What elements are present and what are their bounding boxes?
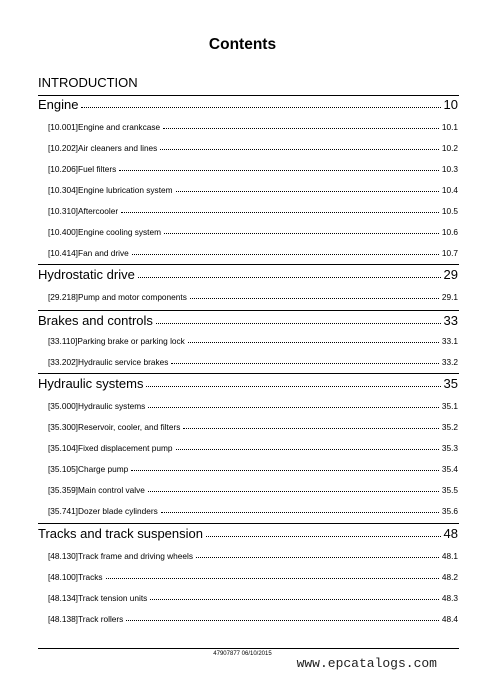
dot-leader: [176, 449, 439, 450]
section-page-number: 48: [443, 526, 458, 541]
dot-leader: [160, 149, 439, 150]
subsection-page-number: 33.1: [441, 336, 458, 346]
page-title: Contents: [208, 36, 277, 53]
subsection-page-number: 35.2: [441, 422, 458, 432]
subsection-title: Track tension units: [78, 593, 148, 603]
toc-subsection-entry[interactable]: [48, 248, 458, 258]
subsection-page-number: 35.3: [441, 443, 458, 453]
dot-leader: [121, 212, 439, 213]
watermark: www.epcatalogs.com: [296, 656, 437, 671]
toc-section-entry[interactable]: [38, 267, 458, 282]
subsection-code: [48.134]: [48, 593, 78, 603]
toc-subsection-entry[interactable]: [48, 227, 458, 237]
subsection-code: [10.414]: [48, 248, 78, 258]
section-divider: [38, 523, 459, 524]
subsection-title: Fixed displacement pump: [78, 443, 173, 453]
subsection-title: Dozer blade cylinders: [78, 506, 158, 516]
subsection-title: Engine cooling system: [78, 227, 162, 237]
subsection-page-number: 10.4: [441, 185, 458, 195]
subsection-page-number: 10.2: [441, 143, 458, 153]
toc-subsection-entry[interactable]: [48, 185, 458, 195]
dot-leader: [164, 233, 439, 234]
subsection-code: [10.202]: [48, 143, 78, 153]
dot-leader: [131, 470, 439, 471]
subsection-title: Hydraulic systems: [78, 401, 146, 411]
subsection-title: Main control valve: [78, 485, 145, 495]
subsection-page-number: 33.2: [441, 357, 458, 367]
subsection-title: Engine and crankcase: [78, 122, 161, 132]
toc-subsection-entry[interactable]: [48, 292, 458, 302]
toc-subsection-entry[interactable]: [48, 357, 458, 367]
subsection-title: Fan and drive: [78, 248, 129, 258]
toc-section-entry[interactable]: [38, 526, 458, 541]
dot-leader: [148, 407, 439, 408]
dot-leader: [161, 512, 439, 513]
dot-leader: [146, 386, 440, 387]
subsection-page-number: 48.4: [441, 614, 458, 624]
subsection-code: [35.359]: [48, 485, 78, 495]
section-title: Brakes and controls: [38, 313, 153, 328]
subsection-title: Pump and motor components: [78, 292, 187, 302]
subsection-code: [35.105]: [48, 464, 78, 474]
subsection-code: [33.110]: [48, 336, 78, 346]
subsection-page-number: 10.3: [441, 164, 458, 174]
section-divider: [38, 373, 459, 374]
subsection-page-number: 10.5: [441, 206, 458, 216]
toc-subsection-entry[interactable]: [48, 614, 458, 624]
subsection-title: Tracks: [78, 572, 103, 582]
toc-subsection-entry[interactable]: [48, 551, 458, 561]
subsection-code: [48.100]: [48, 572, 78, 582]
subsection-page-number: 35.4: [441, 464, 458, 474]
section-title: Hydrostatic drive: [38, 267, 135, 282]
subsection-code: [10.001]: [48, 122, 78, 132]
subsection-code: [35.000]: [48, 401, 78, 411]
toc-subsection-entry[interactable]: [48, 422, 458, 432]
subsection-code: [10.206]: [48, 164, 78, 174]
section-divider: [38, 95, 459, 96]
toc-subsection-entry[interactable]: [48, 593, 458, 603]
dot-leader: [126, 620, 439, 621]
toc-section-entry[interactable]: [38, 313, 458, 328]
dot-leader: [81, 107, 440, 108]
dot-leader: [132, 254, 439, 255]
dot-leader: [188, 342, 439, 343]
section-title: Tracks and track suspension: [38, 526, 203, 541]
subsection-page-number: 35.5: [441, 485, 458, 495]
subsection-title: Hydraulic service brakes: [78, 357, 169, 367]
subsection-code: [35.104]: [48, 443, 78, 453]
toc-subsection-entry[interactable]: [48, 572, 458, 582]
section-page-number: 10: [443, 97, 458, 112]
subsection-code: [10.304]: [48, 185, 78, 195]
subsection-code: [29.218]: [48, 292, 78, 302]
dot-leader: [150, 599, 439, 600]
dot-leader: [156, 323, 441, 324]
subsection-page-number: 48.1: [441, 551, 458, 561]
subsection-code: [48.130]: [48, 551, 78, 561]
subsection-title: Charge pump: [78, 464, 129, 474]
toc-section-entry[interactable]: [38, 97, 458, 112]
toc-subsection-entry[interactable]: [48, 164, 458, 174]
footer-divider: [38, 648, 459, 649]
subsection-page-number: 35.6: [441, 506, 458, 516]
section-title: Hydraulic systems: [38, 376, 144, 391]
toc-subsection-entry[interactable]: [48, 485, 458, 495]
subsection-code: [33.202]: [48, 357, 78, 367]
toc-subsection-entry[interactable]: [48, 401, 458, 411]
section-page-number: 29: [443, 267, 458, 282]
subsection-title: Reservoir, cooler, and filters: [78, 422, 181, 432]
subsection-page-number: 10.7: [441, 248, 458, 258]
section-divider: [38, 310, 459, 311]
toc-subsection-entry[interactable]: [48, 506, 458, 516]
subsection-title: Aftercooler: [78, 206, 119, 216]
dot-leader: [119, 170, 439, 171]
subsection-page-number: 10.1: [441, 122, 458, 132]
section-page-number: 35: [443, 376, 458, 391]
footer-document-code: 47907877 06/10/2015: [213, 651, 272, 657]
toc-section-entry[interactable]: [38, 376, 458, 391]
subsection-code: [48.138]: [48, 614, 78, 624]
section-page-number: 33: [443, 313, 458, 328]
toc-subsection-entry[interactable]: [48, 336, 458, 346]
toc-subsection-entry[interactable]: [48, 464, 458, 474]
dot-leader: [196, 557, 439, 558]
subsection-code: [10.310]: [48, 206, 78, 216]
toc-subsection-entry[interactable]: [48, 122, 458, 132]
section-divider: [38, 264, 459, 265]
subsection-title: Fuel filters: [78, 164, 117, 174]
subsection-code: [35.300]: [48, 422, 78, 432]
subsection-page-number: 35.1: [441, 401, 458, 411]
subsection-code: [35.741]: [48, 506, 78, 516]
subsection-page-number: 48.3: [441, 593, 458, 603]
subsection-code: [10.400]: [48, 227, 78, 237]
subsection-title: Track frame and driving wheels: [78, 551, 193, 561]
toc-subsection-entry[interactable]: [48, 443, 458, 453]
introduction-heading[interactable]: INTRODUCTION: [38, 75, 138, 90]
subsection-title: Engine lubrication system: [78, 185, 173, 195]
dot-leader: [138, 277, 441, 278]
subsection-page-number: 29.1: [441, 292, 458, 302]
subsection-title: Track rollers: [78, 614, 124, 624]
section-title: Engine: [38, 97, 79, 112]
dot-leader: [106, 578, 439, 579]
subsection-page-number: 10.6: [441, 227, 458, 237]
dot-leader: [183, 428, 438, 429]
dot-leader: [171, 363, 438, 364]
dot-leader: [176, 191, 439, 192]
dot-leader: [148, 491, 439, 492]
toc-subsection-entry[interactable]: [48, 143, 458, 153]
toc-subsection-entry[interactable]: [48, 206, 458, 216]
dot-leader: [163, 128, 439, 129]
subsection-page-number: 48.2: [441, 572, 458, 582]
subsection-title: Parking brake or parking lock: [77, 336, 185, 346]
dot-leader: [206, 536, 441, 537]
dot-leader: [190, 298, 439, 299]
subsection-title: Air cleaners and lines: [78, 143, 158, 153]
